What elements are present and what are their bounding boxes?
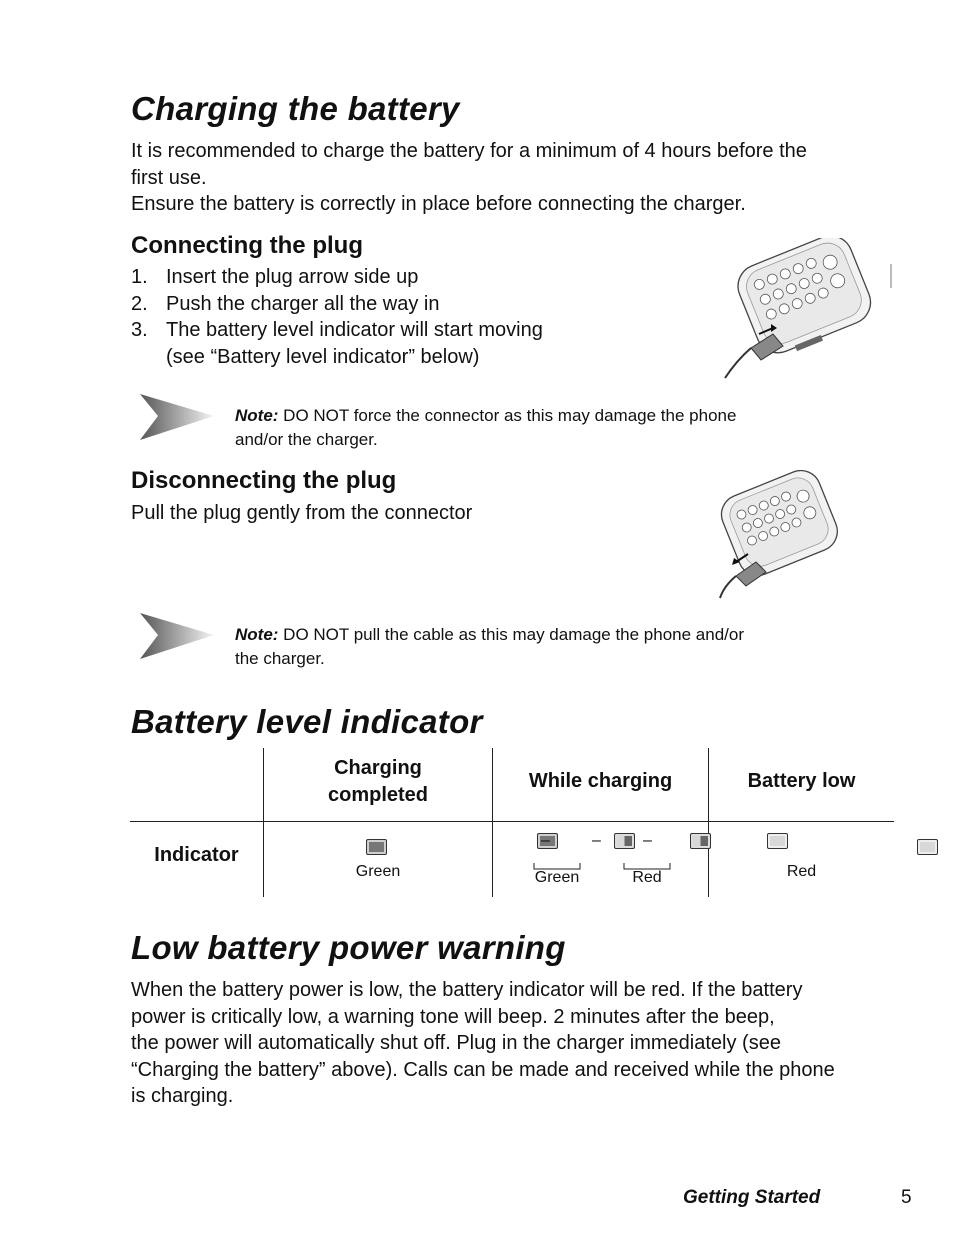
phone-charger-connect-illustration	[715, 238, 900, 380]
arrow-note-icon	[136, 611, 216, 661]
list-item: 2. Push the charger all the way in	[131, 292, 440, 315]
arrow-note-icon	[136, 392, 216, 442]
low-battery-text: When the battery power is low, the battery indicator will be red. If the battery power is critically low, a warning tone will beep. 2 minutes after the beep, the power will automatically shut off. Plug in the charger immediately (see “Charging the battery” above). Calls can be made and received while the phone is charging.	[131, 979, 835, 1107]
battery-icon	[767, 833, 788, 849]
intro-line: first use.	[131, 166, 207, 189]
intro-line: It is recommended to charge the battery for a minimum of 4 hours before the	[131, 140, 807, 162]
note-disconnecting: Note: DO NOT pull the cable as this may damage the phone and/or the charger.	[235, 625, 745, 668]
heading-low-battery-warning: Low battery power warning	[131, 929, 566, 966]
heading-battery-level: Battery level indicator	[131, 703, 483, 740]
connecting-steps	[131, 264, 691, 370]
note-label: Note:	[235, 625, 279, 644]
note-connecting: Note: DO NOT force the connector as this may damage the phone and/or the charger.	[235, 406, 737, 449]
dash-separator: –	[643, 832, 652, 849]
page-title-charging: Charging the battery	[131, 90, 460, 127]
indicator-color-label: Green	[534, 869, 580, 886]
list-item: 1. Insert the plug arrow side up	[131, 266, 419, 288]
column-header-battery-low: Battery low	[747, 770, 856, 792]
battery-level-table	[130, 748, 894, 897]
note-label: Note:	[235, 406, 279, 425]
dash-separator: –	[541, 832, 550, 849]
battery-icon	[690, 833, 711, 849]
indicator-color-label: Red	[632, 869, 662, 886]
charging-intro	[131, 138, 911, 218]
heading-disconnecting: Disconnecting the plug	[131, 467, 397, 494]
table-divider	[130, 821, 894, 822]
battery-icon	[917, 839, 938, 855]
dash-separator: –	[592, 832, 601, 849]
indicator-color-label: Green	[355, 863, 401, 880]
column-header-charging-completed: Charging completed	[327, 757, 429, 806]
list-item: 3. The battery level indicator will start moving	[131, 319, 543, 341]
list-item: (see “Battery level indicator” below)	[166, 345, 480, 368]
column-header-while-charging: While charging	[528, 770, 673, 792]
battery-icon	[614, 833, 635, 849]
page-number: 5	[901, 1187, 912, 1208]
row-label-indicator: Indicator	[154, 844, 239, 866]
intro-line: Ensure the battery is correctly in place before connecting the charger.	[131, 193, 746, 215]
phone-charger-disconnect-illustration	[712, 470, 842, 600]
footer-section-label: Getting Started	[683, 1187, 821, 1208]
indicator-color-label: Red	[786, 863, 817, 880]
heading-connecting: Connecting the plug	[131, 232, 363, 259]
disconnecting-text: Pull the plug gently from the connector	[131, 502, 473, 524]
battery-icon	[366, 839, 387, 855]
